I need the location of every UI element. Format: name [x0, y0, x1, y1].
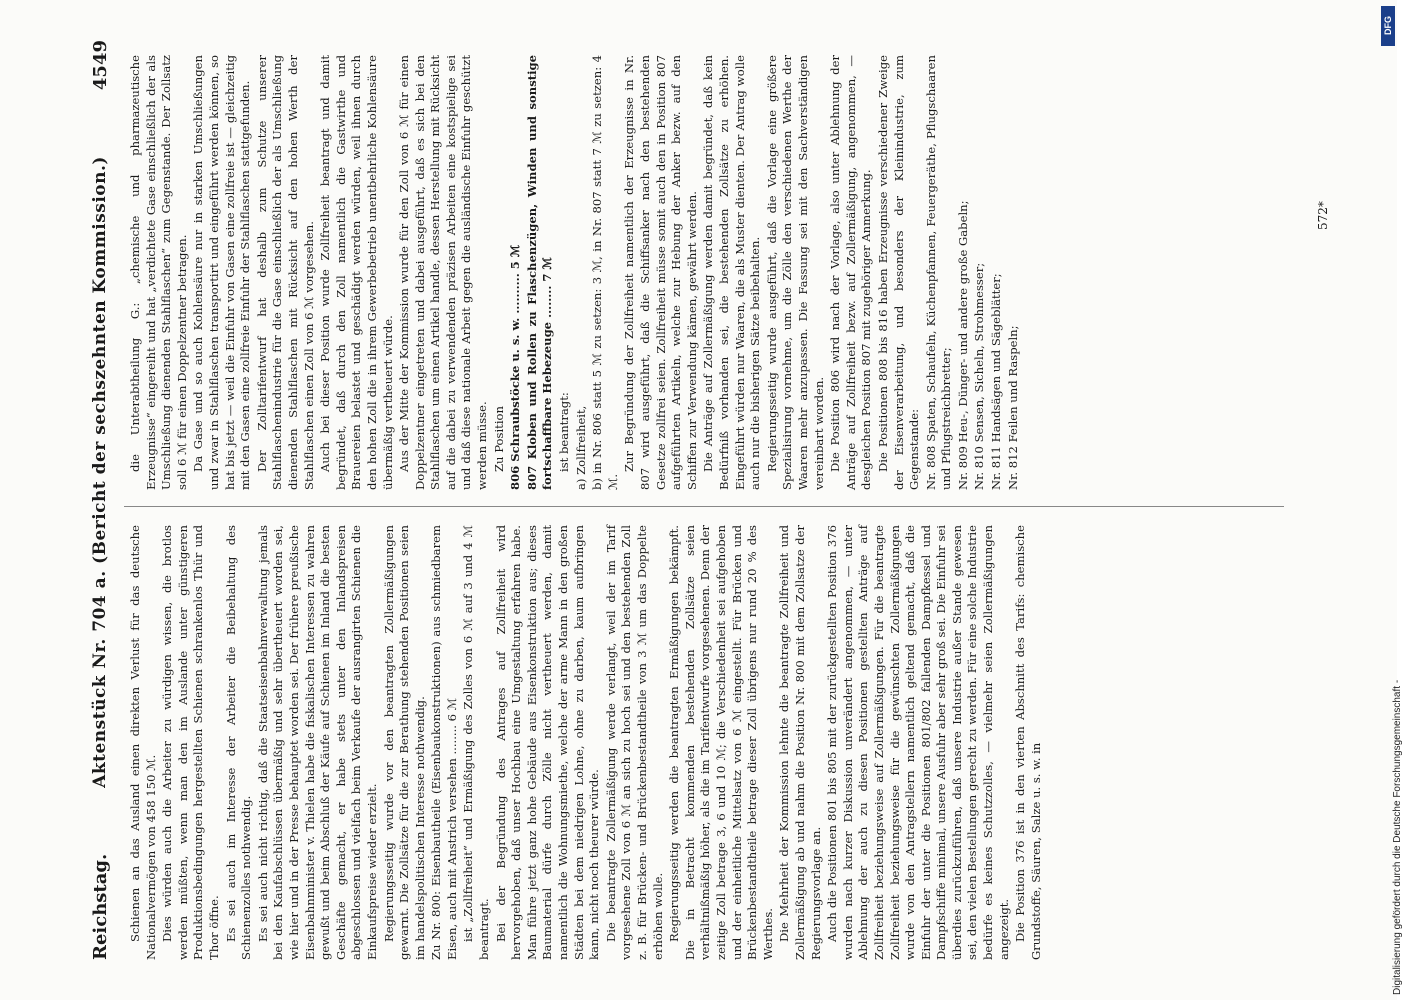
column-divider	[124, 506, 1284, 507]
paragraph: Auch bei dieser Position wurde Zollfreiheit beantragt und damit begründet, daß durch den Zoll namentlich die Gastwirthe und Brauereien belastet und geschädigt werden würden, weil ihnen durch den hohen Zoll die in ihrem Gewerbebetrieb unentbehrliche Kohlensäure übermäßig vertheuert würde.	[318, 55, 395, 490]
tariff-item: Nr. 810 Sensen, Sicheln, Strohmesser;	[972, 262, 987, 490]
paragraph: Die Mehrheit der Kommission lehnte die beantragte Zollfreiheit und Zollermäßigung ab und nahm die Position Nr. 800 mit dem Zollsatze der Regierungsvorlage an.	[777, 525, 823, 960]
tariff-item: Nr. 809 Heu-, Dünger- und andere große Gabeln;	[955, 200, 970, 490]
tariff-item: Nr. 808 Spaten, Schaufeln, Küchenpfannen, Feuergeräthe, Pflugschaaren und Pflugstreichbretter;	[923, 55, 954, 490]
paragraph: die Unterabtheilung G.: „chemische und pharmazeutische Erzeugnisse“ eingereiht und hat „verdichtete Gase einschließlich der als Umschließung dienenden Stahlflaschen“ zum Gegenstande. Der Zollsatz soll 6 ℳ für einen Doppelzentner betragen.	[128, 55, 189, 490]
paragraph: Die Position 806 wird nach der Vorlage, also unter Ablehnung der Anträge auf Zollfreiheit bezw. auf Zollermäßigung, angenommen, — desgleichen Position 807 mit zugehöriger Anmerkung.	[828, 55, 874, 490]
list-item: b) in Nr. 806 statt 5 ℳ zu setzen: 3 ℳ, in Nr. 807 statt 7 ℳ zu setzen: 4 ℳ.	[590, 55, 620, 490]
paragraph: Es sei auch nicht richtig, daß die Staatseisenbahnverwaltung jemals bei den Kaufabschlüssen übermäßig und sehr übertheuert worden sei, wie hier und in der Presse behauptet worden sei. Der frühere preußische Eisenbahnminister v. Thielen habe die fiskalischen Interessen zu wahren gewußt und beim Abschluß der Käufe auf Schienen im Inland die besten Geschäfte gemacht, er habe stets unter den Inlandspreisen abgeschlossen und vielfach beim Verkaufe der ausrangirten Schienen die Einkaufspreise wieder erzielt.	[255, 525, 379, 960]
paragraph: Da Gase und so auch Kohlensäure nur in starken Umschließungen und zwar in Stahlflaschen transportirt und eingeführt werden können, so hat bis jetzt — weil die Einfuhr von Gasen eine zollfreie ist — gleichzeitig mit den Gasen eine zollfreie Einfuhr der Stahlflaschen stattgefunden.	[191, 55, 253, 490]
paragraph: Zur Begründung der Zollfreiheit namentlich der Erzeugnisse in Nr. 807 wird ausgeführt, daß die Schiffsanker nach den bestehenden Gesetze zollfrei seien. Zollfreiheit müsse somit auch den in Position 807 aufgeführten Artikeln, welche zur Hebung der Anker bezw. auf den Schiffen zur Verwendung kämen, gewährt werden.	[622, 55, 699, 490]
paragraph: Die Positionen 808 bis 816 haben Erzeugnisse verschiedener Zweige der Eisenverarbeitung, und besonders der Kleinindustrie, zum Gegenstande:	[875, 55, 922, 490]
paragraph: Die Anträge auf Zollermäßigung werden damit begründet, daß kein Bedürfniß vorhanden sei, die bestehenden Zollsätze zu erhöhen. Eingeführt würden nur Waaren, die als Muster dienten. Der Antrag wolle auch nur die bisherigen Sätze beibehalten.	[701, 55, 763, 490]
list-item: a) Zollfreiheit,	[573, 405, 588, 490]
digitization-note: Digitalisierung gefördert durch die Deutsche Forschungsgemeinschaft -	[1392, 679, 1403, 995]
page-number: 4549	[89, 40, 111, 91]
header-left: Reichstag.	[89, 853, 111, 960]
paragraph: Der Zolltarifentwurf hat deshalb zum Schutze unserer Stahlflaschenindustrie für die Gase einschließlich der als Umschließung dienenden Stahlflaschen mit Rücksicht auf den hohen Werth der Stahlflaschen einen Zoll von 6 ℳ vorgesehen.	[254, 55, 316, 490]
paragraph: Schienen an das Ausland einen direkten Verlust für das deutsche Nationalvermögen von 458 150 ℳ.	[128, 525, 158, 960]
paragraph: Regierungsseitig wurde ausgeführt, daß die Vorlage eine größere Spezialisirung vornehme, um die Zölle den verschiedenen Werthe der Waaren mehr anzupassen. Die Fassung sei mit den Sachverständigen vereinbart worden.	[764, 55, 826, 490]
paragraph: Die beantragte Zollermäßigung werde verlangt, weil der im Tarif vorgesehene Zoll von 6 ℳ an sich zu hoch sei und den bestehenden Zoll z. B. für Brücken- und Brückenbestandtheile von 3 ℳ um das Doppelte erhöhen wolle.	[603, 525, 665, 960]
dfg-logo: DFG	[1381, 6, 1395, 46]
tariff-item: Nr. 811 Handsägen und Sägeblätter;	[989, 273, 1004, 490]
paragraph: Regierungsseitig wurde vor den beantragten Zollermäßigungen gewarnt. Die Zollsätze für die zur Berathung stehenden Positionen seien im handelspolitischen Interesse nothwendig.	[381, 525, 427, 960]
page-header	[80, 40, 120, 960]
paragraph: ist „Zollfreiheit“ und Ermäßigung des Zolles von 6 ℳ auf 3 und 4 ℳ beantragt.	[461, 525, 492, 960]
tariff-item: 807 Kloben und Rollen zu Flaschenzügen, Winden und sonstige fortschaffbare Hebezeuge ........ 7 ℳ	[524, 55, 555, 490]
tariff-item: Nr. 812 Feilen und Raspeln;	[1005, 325, 1020, 490]
paragraph: Aus der Mitte der Kommission wurde für den Zoll von 6 ℳ für einen Doppelzentner eingetreten und dabei ausgeführt, daß es sich bei den Stahlflaschen um einen Artikel handle, dessen Herstellung mit Rücksicht auf die dabei zu verwendenden präzisen Arbeiten eine kostspielige sei und daß diese nationale Arbeit gegen die ausländische Einfuhr geschützt werden müsse.	[397, 55, 490, 490]
paragraph: Dies würden auch die Arbeiter zu würdigen wissen, die brotlos werden müßten, wenn man den im Auslande unter günstigeren Produktionsbedingungen hergestellten Schienen schrankenlos Thür und Thor öffne.	[160, 525, 221, 960]
rotated-page-content	[80, 40, 1380, 960]
paragraph: Es sei auch im Interesse der Arbeiter die Beibehaltung des Schienenzolles nothwendig.	[223, 525, 254, 960]
paragraph: Zu Position	[491, 406, 506, 472]
paragraph: Die Position 376 ist in den vierten Abschnitt des Tarifs: chemische Grundstoffe, Säuren, Salze u. s. w. in	[1013, 525, 1043, 960]
left-column	[128, 525, 1308, 960]
tariff-item: 806 Schraubstöcke u. s. w. .......... 5 ℳ	[508, 244, 523, 490]
right-column	[128, 55, 1308, 490]
paragraph: Bei der Begründung des Antrages auf Zollfreiheit wird hervorgehoben, daß unser Hochbau eine Umgestaltung erfahren habe. Man führe jetzt ganz hohe Gebäude aus Eisenkonstruktion aus; dieses Baumaterial dürfe durch Zölle nicht vertheuert werden, damit namentlich die Wohnungsmiethe, welche der arme Mann in den großen Städten bei dem niedrigen Lohne, ohne zu darben, kaum aufbringen kann, nicht noch theurer würde.	[493, 525, 602, 960]
page-stamp: 572*	[1316, 201, 1330, 230]
paragraph: ist beantragt:	[557, 392, 572, 472]
header-title: Aktenstück Nr. 704 a. (Bericht der sechszehnten Kommission.)	[90, 156, 110, 788]
paragraph: Auch die Positionen 801 bis 805 mit der zurückgestellten Position 376 wurden nach kurzer Diskussion unverändert angenommen, — unter Ablehnung der auch zu diesen Positionen gestellten Anträge auf Zollfreiheit beziehungsweise auf Zollermäßigungen. Für die beantragte Zollfreiheit beziehungsweise für die gewünschten Zollermäßigungen wurde von den Antragstellern namentlich geltend gemacht, daß die Einfuhr der unter die Positionen 801/802 fallenden Dampfkessel und Dampfschiffe minimal, unsere Ausfuhr aber sehr groß sei. Die Einfuhr sei überdies zurückzuführen, daß unsere Industrie außer Stande gewesen sei, den vielen Bestellungen gerecht zu werden. Für eine solche Industrie bedürfe es keines Schutzzolles, — vielmehr seien Zollermäßigungen angezeigt.	[825, 525, 1011, 960]
tariff-item: Zu Nr. 800: Eisenbautheile (Eisenbaukonstruktionen) aus schmiedbarem Eisen, auch mit Anstrich versehen ........ 6 ℳ	[429, 525, 459, 960]
paragraph: Regierungsseitig werden die beantragten Ermäßigungen bekämpft. Die in Betracht kommenden bestehenden Zollsätze seien verhältnißmäßig höher, als die im Tarifentwurfe vorgesehenen. Denn der zeitige Zoll betrage 3, 6 und 10 ℳ; die Verschiedenheit sei aufgehoben und der einheitliche Mittelsatz von 6 ℳ eingestellt. Für Brücken und Brückenbestandtheile betrage dieser Zoll übrigens nur rund 20 % des Werthes.	[667, 525, 775, 960]
